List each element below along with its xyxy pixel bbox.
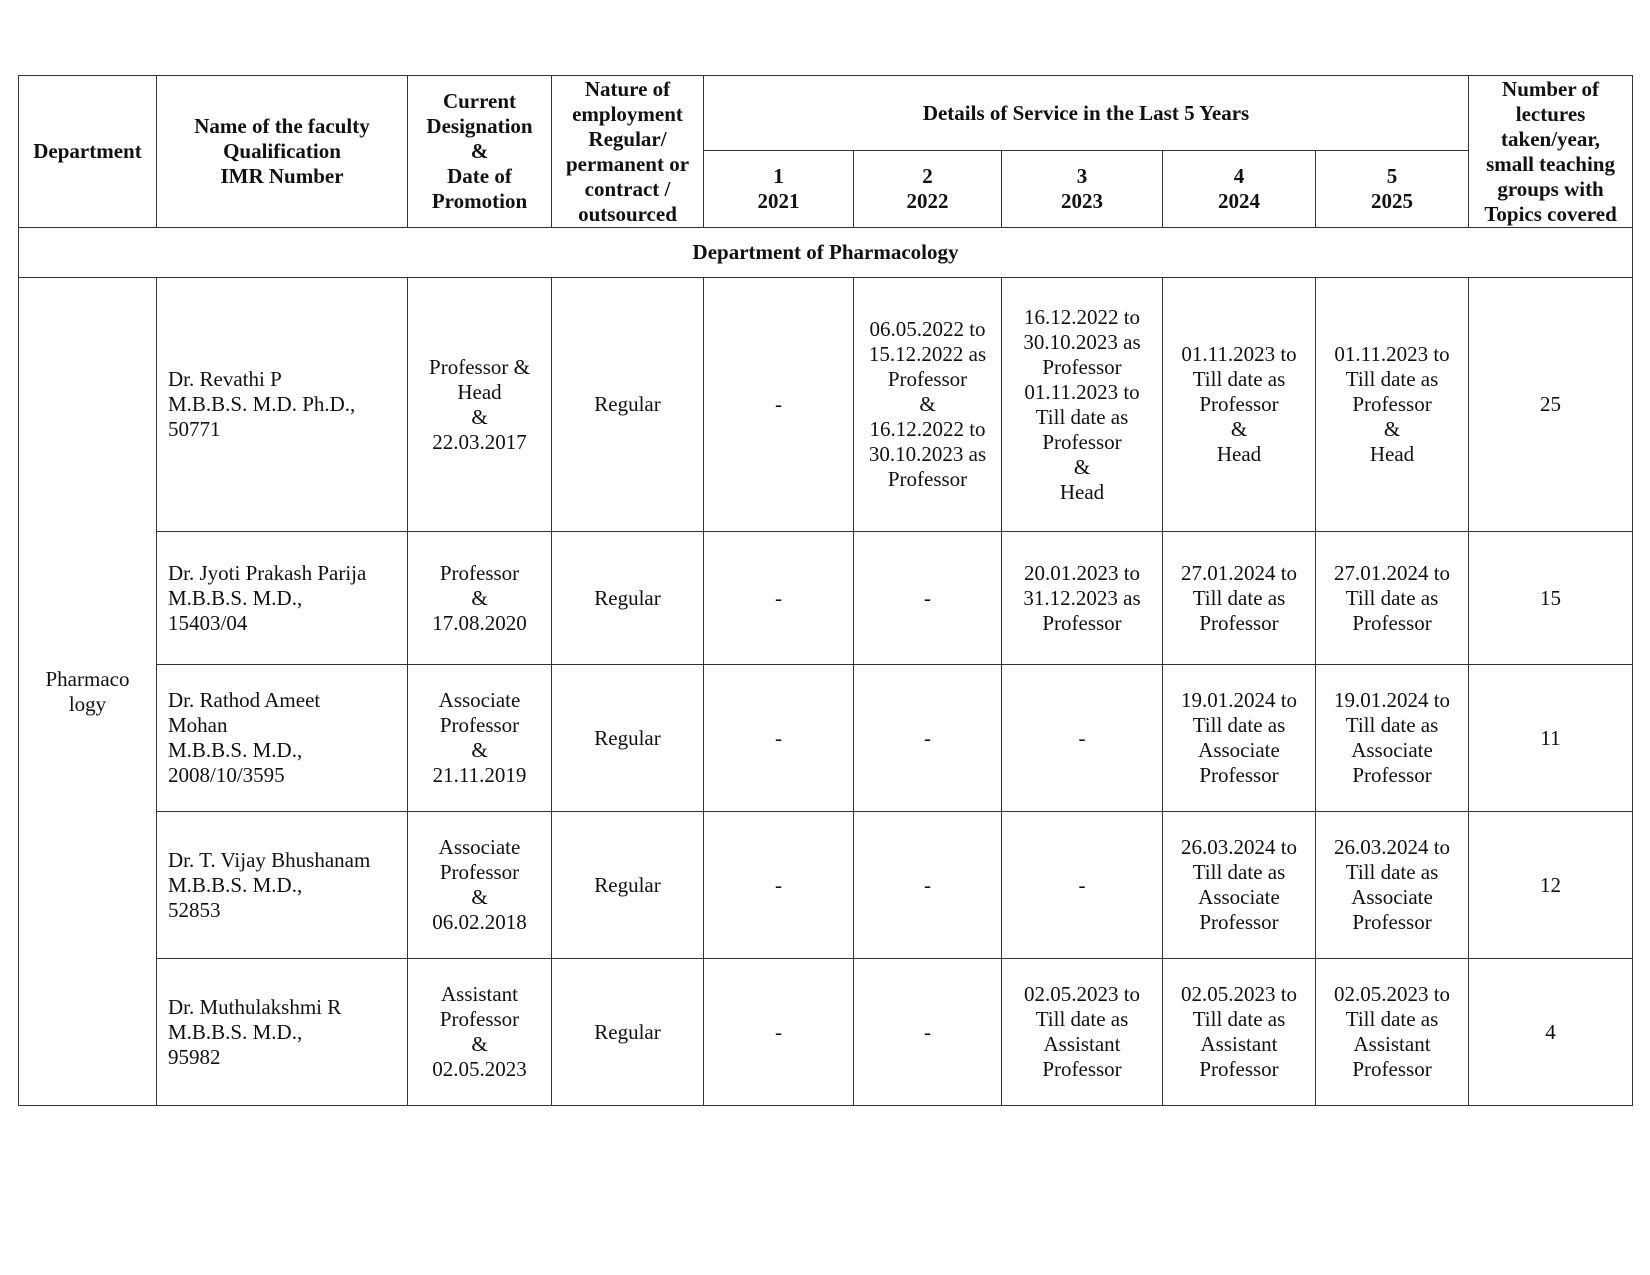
service-cell: 02.05.2023 to Till date as Assistant Professor (1316, 959, 1469, 1106)
faculty-cell: Dr. Muthulakshmi R M.B.B.S. M.D., 95982 (157, 959, 408, 1106)
lectures-cell: 11 (1469, 665, 1633, 812)
service-cell: 19.01.2024 to Till date as Associate Professor (1316, 665, 1469, 812)
lectures-cell: 12 (1469, 812, 1633, 959)
designation-cell: Associate Professor & 21.11.2019 (408, 665, 552, 812)
header-faculty: Name of the faculty Qualification IMR Number (157, 76, 408, 228)
table-row (19, 532, 1633, 665)
table-row (19, 665, 1633, 812)
employment-cell: Regular (552, 532, 704, 665)
service-cell: - (1002, 665, 1163, 812)
table-row (19, 959, 1633, 1106)
header-year-2: 2 2022 (854, 151, 1002, 228)
designation-cell: Associate Professor & 06.02.2018 (408, 812, 552, 959)
lectures-cell: 15 (1469, 532, 1633, 665)
service-cell: 01.11.2023 to Till date as Professor & Head (1316, 278, 1469, 532)
service-cell: - (704, 665, 854, 812)
header-service-details: Details of Service in the Last 5 Years (704, 76, 1469, 151)
service-cell: - (854, 532, 1002, 665)
header-employment: Nature of employment Regular/ permanent or contract / outsourced (552, 76, 704, 228)
service-cell: 02.05.2023 to Till date as Assistant Professor (1002, 959, 1163, 1106)
service-cell: 02.05.2023 to Till date as Assistant Professor (1163, 959, 1316, 1106)
header-lectures: Number of lectures taken/year, small teaching groups with Topics covered (1469, 76, 1633, 228)
designation-cell: Professor & Head & 22.03.2017 (408, 278, 552, 532)
lectures-cell: 25 (1469, 278, 1633, 532)
table-row (19, 278, 1633, 532)
service-cell: 20.01.2023 to 31.12.2023 as Professor (1002, 532, 1163, 665)
employment-cell: Regular (552, 665, 704, 812)
header-year-4: 4 2024 (1163, 151, 1316, 228)
header-designation: Current Designation & Date of Promotion (408, 76, 552, 228)
service-cell: 26.03.2024 to Till date as Associate Professor (1163, 812, 1316, 959)
lectures-cell: 4 (1469, 959, 1633, 1106)
header-year-1: 1 2021 (704, 151, 854, 228)
header-department: Department (19, 76, 157, 228)
header-year-5: 5 2025 (1316, 151, 1469, 228)
service-cell: - (854, 665, 1002, 812)
service-cell: - (854, 812, 1002, 959)
service-cell: 06.05.2022 to 15.12.2022 as Professor & 16.12.2022 to 30.10.2023 as Professor (854, 278, 1002, 532)
service-cell: 01.11.2023 to Till date as Professor & Head (1163, 278, 1316, 532)
employment-cell: Regular (552, 959, 704, 1106)
employment-cell: Regular (552, 812, 704, 959)
service-cell: 27.01.2024 to Till date as Professor (1316, 532, 1469, 665)
service-cell: - (704, 278, 854, 532)
faculty-service-table (18, 75, 1633, 1106)
department-cell: Pharmaco logy (19, 278, 157, 1106)
header-year-3: 3 2023 (1002, 151, 1163, 228)
designation-cell: Assistant Professor & 02.05.2023 (408, 959, 552, 1106)
service-cell: - (704, 959, 854, 1106)
faculty-cell: Dr. Jyoti Prakash Parija M.B.B.S. M.D., 15403/04 (157, 532, 408, 665)
faculty-cell: Dr. Revathi P M.B.B.S. M.D. Ph.D., 50771 (157, 278, 408, 532)
section-title: Department of Pharmacology (19, 228, 1633, 278)
faculty-cell: Dr. Rathod Ameet Mohan M.B.B.S. M.D., 2008/10/3595 (157, 665, 408, 812)
service-cell: - (854, 959, 1002, 1106)
service-cell: 16.12.2022 to 30.10.2023 as Professor 01.11.2023 to Till date as Professor & Head (1002, 278, 1163, 532)
service-cell: - (704, 532, 854, 665)
table-row (19, 812, 1633, 959)
service-cell: 19.01.2024 to Till date as Associate Professor (1163, 665, 1316, 812)
faculty-cell: Dr. T. Vijay Bhushanam M.B.B.S. M.D., 52853 (157, 812, 408, 959)
service-cell: - (1002, 812, 1163, 959)
service-cell: 26.03.2024 to Till date as Associate Professor (1316, 812, 1469, 959)
service-cell: 27.01.2024 to Till date as Professor (1163, 532, 1316, 665)
designation-cell: Professor & 17.08.2020 (408, 532, 552, 665)
employment-cell: Regular (552, 278, 704, 532)
service-cell: - (704, 812, 854, 959)
